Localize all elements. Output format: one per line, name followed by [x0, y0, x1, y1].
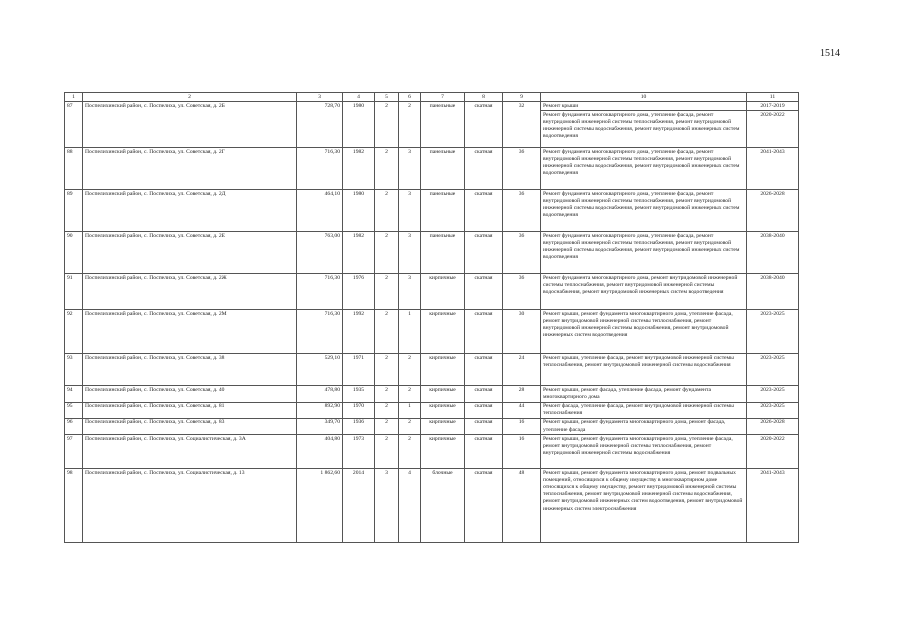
walls-cell: панельные	[421, 190, 465, 232]
walls-cell: панельные	[421, 232, 465, 274]
address-cell: Поспелихинский район, с. Поспелиха, ул. Советская, д. 83	[83, 418, 297, 434]
area-cell: 349,70	[297, 418, 343, 434]
work-period-cell: 2017-2019	[747, 102, 799, 111]
entrances-cell: 1	[399, 310, 421, 354]
address-cell: Поспелихинский район, с. Поспелиха, ул. Советская, д. 38	[83, 354, 297, 386]
work-period-cell: 2023-2025	[747, 386, 799, 402]
entrances-cell: 3	[399, 190, 421, 232]
column-number: 4	[343, 93, 375, 102]
roof-cell: скатная	[465, 274, 503, 310]
year-cell: 1980	[343, 190, 375, 232]
apartments-cell: 32	[503, 102, 541, 148]
apartments-cell: 28	[503, 386, 541, 402]
row-number: 87	[65, 102, 83, 148]
address-cell: Поспелихинский район, с. Поспелиха, ул. Советская, д. 2Ж	[83, 274, 297, 310]
work-description-cell: Ремонт фундамента многоквартирного дома, ремонт внутридомовой инженерной системы теплоснабжения, ремонт внутридомовой инженерной системы водоснабжения, ремонт внутридомовой инженерных систем водоотведения	[541, 274, 747, 310]
roof-cell: скатная	[465, 310, 503, 354]
work-period-cell: 2020-2022	[747, 435, 799, 469]
column-number: 7	[421, 93, 465, 102]
work-period-cell: 2026-2028	[747, 190, 799, 232]
year-cell: 1970	[343, 402, 375, 418]
column-number: 8	[465, 93, 503, 102]
apartments-cell: 30	[503, 310, 541, 354]
table-row	[65, 354, 799, 386]
walls-cell: кирпичные	[421, 435, 465, 469]
address-cell: Поспелихинский район, с. Поспелиха, ул. Советская, д. 81	[83, 402, 297, 418]
entrances-cell: 2	[399, 386, 421, 402]
work-description-cell: Ремонт крыши, ремонт фундамента многоквартирного дома, ремонт подвальных помещений, относящихся к общему имуществу в многоквартирном доме относящихся к общему имуществу, ремонт внутридомовой инженерной системы теплоснабжения, ремонт внутридомовой инженерной системы водоснабжения, ремонт внутридомовой инженерных систем водоотведения, ремонт внутридомовой инженерных систем электроснабжения	[541, 469, 747, 543]
apartments-cell: 36	[503, 274, 541, 310]
floors-cell: 2	[375, 418, 399, 434]
address-cell: Поспелихинский район, с. Поспелиха, ул. Советская, д. 2М	[83, 310, 297, 354]
roof-cell: скатная	[465, 102, 503, 148]
entrances-cell: 1	[399, 402, 421, 418]
work-description-cell: Ремонт крыши, ремонт фасада, утепление фасада, ремонт фундамента многоквартирного дома	[541, 386, 747, 402]
column-number: 11	[747, 93, 799, 102]
apartments-cell: 36	[503, 190, 541, 232]
row-number: 97	[65, 435, 83, 469]
walls-cell: панельные	[421, 102, 465, 148]
floors-cell: 2	[375, 148, 399, 190]
work-period-cell: 2038-2040	[747, 232, 799, 274]
area-cell: 716,30	[297, 310, 343, 354]
address-cell: Поспелихинский район, с. Поспелиха, ул. Советская, д. 40	[83, 386, 297, 402]
column-number: 2	[83, 93, 297, 102]
register-body	[65, 93, 799, 543]
address-cell: Поспелихинский район, с. Поспелиха, ул. Советская, д. 2Е	[83, 232, 297, 274]
roof-cell: скатная	[465, 232, 503, 274]
year-cell: 2014	[343, 469, 375, 543]
work-description-cell: Ремонт фасада, утепление фасада, ремонт внутридомовой инженерной системы теплоснабжения	[541, 402, 747, 418]
floors-cell: 2	[375, 354, 399, 386]
work-period-cell: 2023-2025	[747, 354, 799, 386]
area-cell: 529,10	[297, 354, 343, 386]
floors-cell: 2	[375, 232, 399, 274]
work-period-cell: 2023-2025	[747, 402, 799, 418]
year-cell: 1935	[343, 386, 375, 402]
table-row	[65, 435, 799, 469]
floors-cell: 2	[375, 190, 399, 232]
table-row	[65, 469, 799, 543]
page-number: 1514	[820, 48, 840, 59]
apartments-cell: 16	[503, 418, 541, 434]
entrances-cell: 2	[399, 435, 421, 469]
table-row	[65, 232, 799, 274]
work-description-cell: Ремонт крыши, ремонт фундамента многоквартирного дома, утепление фасада, ремонт внутридомовой инженерной системы теплоснабжения, ремонт внутридомовой инженерной системы водоснабжения	[541, 435, 747, 469]
work-period-cell: 2023-2025	[747, 310, 799, 354]
work-description-cell: Ремонт крыши, ремонт фундамента многоквартирного дома, ремонт фасада, утепление фасада	[541, 418, 747, 434]
walls-cell: кирпичные	[421, 310, 465, 354]
work-description-cell: Ремонт фундамента многоквартирного дома, утепление фасада, ремонт внутридомовой инженерной системы теплоснабжения, ремонт внутридомовой инженерной системы водоснабжения, ремонт внутридомовой инженерных систем водоотведения	[541, 111, 747, 148]
area-cell: 763,00	[297, 232, 343, 274]
row-number: 92	[65, 310, 83, 354]
walls-cell: блочные	[421, 469, 465, 543]
walls-cell: кирпичные	[421, 274, 465, 310]
floors-cell: 2	[375, 102, 399, 148]
entrances-cell: 2	[399, 354, 421, 386]
year-cell: 1973	[343, 435, 375, 469]
row-number: 94	[65, 386, 83, 402]
column-number: 6	[399, 93, 421, 102]
apartments-cell: 24	[503, 354, 541, 386]
area-cell: 716,30	[297, 274, 343, 310]
entrances-cell: 4	[399, 469, 421, 543]
year-cell: 1982	[343, 232, 375, 274]
address-cell: Поспелихинский район, с. Поспелиха, ул. Советская, д. 2Г	[83, 148, 297, 190]
table-row	[65, 418, 799, 434]
area-cell: 478,80	[297, 386, 343, 402]
floors-cell: 2	[375, 386, 399, 402]
entrances-cell: 3	[399, 274, 421, 310]
work-period-cell: 2020-2022	[747, 111, 799, 148]
apartments-cell: 36	[503, 232, 541, 274]
work-description-cell: Ремонт фундамента многоквартирного дома, утепление фасада, ремонт внутридомовой инженерной системы теплоснабжения, ремонт внутридомовой инженерной системы водоснабжения, ремонт внутридомовой инженерных систем водоотведения	[541, 232, 747, 274]
year-cell: 1992	[343, 310, 375, 354]
column-number: 10	[541, 93, 747, 102]
work-period-cell: 2038-2040	[747, 274, 799, 310]
table-row	[65, 190, 799, 232]
column-number: 9	[503, 93, 541, 102]
floors-cell: 2	[375, 435, 399, 469]
work-description-cell: Ремонт фундамента многоквартирного дома, утепление фасада, ремонт внутридомовой инженерной системы теплоснабжения, ремонт внутридомовой инженерной системы водоснабжения, ремонт внутридомовой инженерных систем водоотведения	[541, 190, 747, 232]
address-cell: Поспелихинский район, с. Поспелиха, ул. Социалистическая, д. 13	[83, 469, 297, 543]
area-cell: 1 862,60	[297, 469, 343, 543]
table-row	[65, 310, 799, 354]
apartments-cell: 36	[503, 148, 541, 190]
area-cell: 716,30	[297, 148, 343, 190]
column-number-row	[65, 93, 799, 102]
area-cell: 892,90	[297, 402, 343, 418]
work-description-cell: Ремонт фундамента многоквартирного дома, утепление фасада, ремонт внутридомовой инженерной системы теплоснабжения, ремонт внутридомовой инженерной системы водоснабжения, ремонт внутридомовой инженерных систем водоотведения	[541, 148, 747, 190]
row-number: 89	[65, 190, 83, 232]
work-description-cell: Ремонт крыши	[541, 102, 747, 111]
column-number: 3	[297, 93, 343, 102]
area-cell: 464,10	[297, 190, 343, 232]
address-cell: Поспелихинский район, с. Поспелиха, ул. Советская, д. 2Б	[83, 102, 297, 148]
roof-cell: скатная	[465, 418, 503, 434]
roof-cell: скатная	[465, 469, 503, 543]
roof-cell: скатная	[465, 386, 503, 402]
apartments-cell: 16	[503, 435, 541, 469]
work-period-cell: 2041-2043	[747, 148, 799, 190]
housing-repair-register-table	[64, 92, 799, 543]
row-number: 98	[65, 469, 83, 543]
roof-cell: скатная	[465, 402, 503, 418]
area-cell: 728,70	[297, 102, 343, 148]
year-cell: 1936	[343, 418, 375, 434]
walls-cell: кирпичные	[421, 354, 465, 386]
table-row	[65, 402, 799, 418]
entrances-cell: 3	[399, 232, 421, 274]
address-cell: Поспелихинский район, с. Поспелиха, ул. Социалистическая, д. 3А	[83, 435, 297, 469]
year-cell: 1980	[343, 102, 375, 148]
roof-cell: скатная	[465, 354, 503, 386]
row-number: 96	[65, 418, 83, 434]
address-cell: Поспелихинский район, с. Поспелиха, ул. Советская, д. 2Д	[83, 190, 297, 232]
walls-cell: кирпичные	[421, 402, 465, 418]
row-number: 91	[65, 274, 83, 310]
work-period-cell: 2026-2028	[747, 418, 799, 434]
floors-cell: 2	[375, 310, 399, 354]
work-description-cell: Ремонт крыши, ремонт фундамента многоквартирного дома, утепление фасада, ремонт внутридомовой инженерной системы теплоснабжения, ремонт внутридомовой инженерной системы водоснабжения, ремонт внутридомовой инженерных систем водоотведения	[541, 310, 747, 354]
table-row	[65, 148, 799, 190]
table-row	[65, 274, 799, 310]
entrances-cell: 3	[399, 148, 421, 190]
floors-cell: 3	[375, 469, 399, 543]
floors-cell: 2	[375, 402, 399, 418]
table-row	[65, 102, 799, 111]
column-number: 1	[65, 93, 83, 102]
row-number: 90	[65, 232, 83, 274]
table-row	[65, 386, 799, 402]
year-cell: 1971	[343, 354, 375, 386]
row-number: 93	[65, 354, 83, 386]
column-number: 5	[375, 93, 399, 102]
floors-cell: 2	[375, 274, 399, 310]
walls-cell: панельные	[421, 148, 465, 190]
apartments-cell: 44	[503, 402, 541, 418]
apartments-cell: 48	[503, 469, 541, 543]
entrances-cell: 2	[399, 418, 421, 434]
entrances-cell: 2	[399, 102, 421, 148]
roof-cell: скатная	[465, 148, 503, 190]
year-cell: 1976	[343, 274, 375, 310]
row-number: 88	[65, 148, 83, 190]
work-description-cell: Ремонт крыши, утепление фасада, ремонт внутридомовой инженерной системы теплоснабжения, ремонт внутридомовой инженерной системы водоснабжения	[541, 354, 747, 386]
roof-cell: скатная	[465, 435, 503, 469]
area-cell: 404,80	[297, 435, 343, 469]
row-number: 95	[65, 402, 83, 418]
roof-cell: скатная	[465, 190, 503, 232]
work-period-cell: 2041-2043	[747, 469, 799, 543]
year-cell: 1982	[343, 148, 375, 190]
walls-cell: кирпичные	[421, 418, 465, 434]
walls-cell: кирпичные	[421, 386, 465, 402]
